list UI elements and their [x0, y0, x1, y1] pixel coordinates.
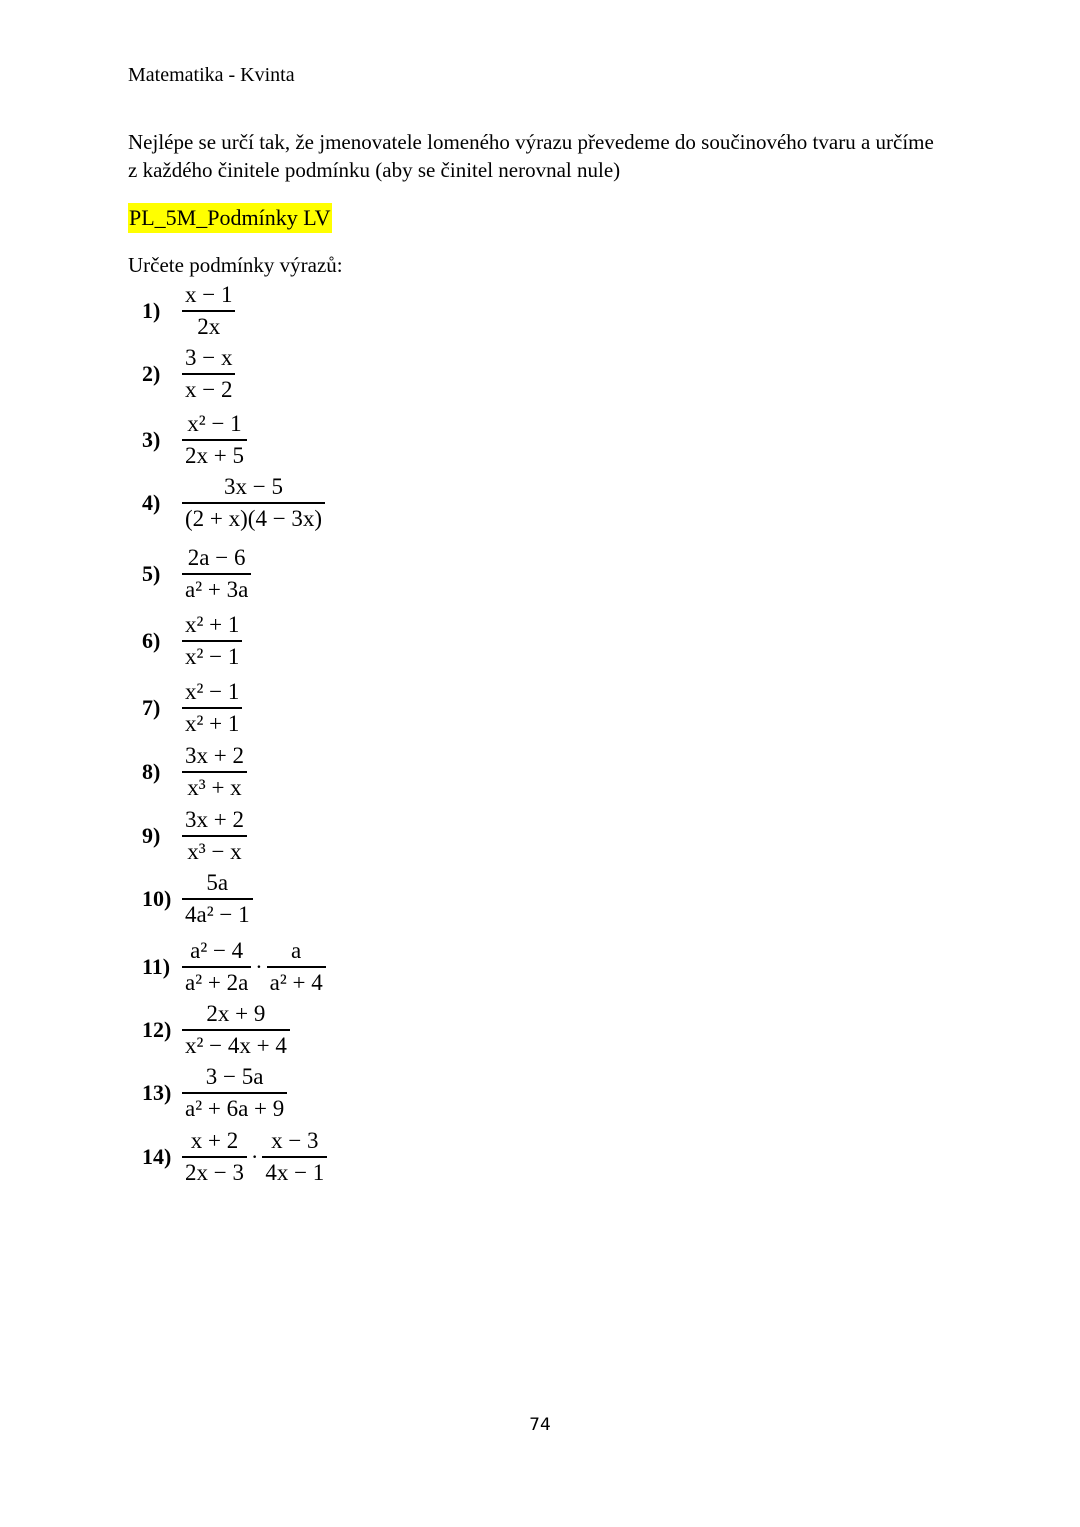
denominator: 4x − 1 [265, 1159, 325, 1185]
denominator: x − 2 [185, 376, 233, 402]
page-header: Matematika - Kvinta [128, 64, 295, 86]
multiplication-dot: · [250, 1143, 259, 1169]
numerator: 3x + 2 [185, 807, 244, 832]
exercise-5 [142, 543, 251, 605]
exercise-10 [142, 868, 253, 930]
denominator: x² − 1 [185, 643, 240, 669]
numerator: 2a − 6 [187, 545, 246, 570]
numerator: x² − 1 [187, 411, 242, 436]
exercise-9 [142, 805, 247, 867]
denominator: 4a² − 1 [185, 901, 250, 927]
fraction [182, 343, 235, 405]
fraction [182, 805, 247, 867]
numerator: 2x + 9 [206, 1001, 266, 1026]
fraction [182, 999, 290, 1061]
exercise-number: 10) [142, 885, 172, 911]
highlighted-worksheet-code: PL_5M_Podmínky LV [128, 203, 332, 233]
fraction [182, 868, 253, 930]
denominator: x³ − x [187, 838, 242, 864]
denominator: (2 + x)(4 − 3x) [185, 505, 323, 531]
page-number: 74 [529, 1415, 551, 1435]
exercise-14 [142, 1126, 327, 1188]
denominator: a² + 6a + 9 [185, 1095, 285, 1121]
denominator: x² − 4x + 4 [185, 1032, 287, 1058]
exercise-7 [142, 677, 242, 739]
fraction [182, 1062, 287, 1124]
fraction [182, 280, 235, 342]
exercise-number: 14) [142, 1143, 172, 1169]
denominator: a² + 3a [185, 576, 249, 602]
fraction [182, 610, 242, 672]
numerator: x² + 1 [185, 612, 240, 637]
multiplication-dot: · [255, 953, 263, 979]
numerator: x + 2 [190, 1128, 239, 1153]
exercise-number: 11) [142, 953, 171, 979]
numerator: x² − 1 [185, 679, 240, 704]
exercise-number: 13) [142, 1079, 172, 1105]
fraction [182, 741, 247, 803]
numerator: x − 3 [271, 1128, 319, 1153]
exercise-number: 12) [142, 1016, 172, 1042]
exercise-number: 3) [142, 426, 161, 452]
denominator: 2x + 5 [185, 442, 244, 468]
fraction [182, 409, 247, 471]
numerator: 5a [206, 870, 229, 895]
exercise-1 [142, 280, 235, 342]
exercise-number: 7) [142, 694, 161, 720]
exercise-11 [142, 936, 326, 998]
exercise-number: 1) [142, 297, 161, 323]
fraction [182, 677, 242, 739]
numerator: 3x − 5 [224, 474, 284, 499]
denominator: 2x − 3 [185, 1159, 244, 1185]
numerator: 3x + 2 [185, 743, 244, 768]
numerator: a² − 4 [190, 938, 244, 963]
numerator: a [291, 938, 302, 963]
exercise-8 [142, 741, 247, 803]
denominator: x³ + x [187, 774, 242, 800]
exercise-12 [142, 999, 290, 1061]
fraction [182, 472, 325, 534]
task-instruction: Určete podmínky výrazů: [128, 253, 343, 277]
fraction [182, 1126, 247, 1188]
numerator: 3 − x [185, 345, 233, 370]
exercise-3 [142, 409, 247, 471]
exercise-number: 4) [142, 489, 161, 515]
numerator: 3 − 5a [205, 1064, 264, 1089]
fraction [182, 936, 251, 998]
fraction [262, 1126, 327, 1188]
exercise-number: 5) [142, 560, 161, 586]
exercise-number: 8) [142, 758, 161, 784]
exercise-4 [142, 472, 325, 534]
fraction [267, 936, 326, 998]
exercise-13 [142, 1062, 287, 1124]
denominator: x² + 1 [185, 710, 240, 736]
numerator: x − 1 [185, 282, 233, 307]
exercise-6 [142, 610, 242, 672]
exercise-number: 6) [142, 627, 161, 653]
denominator: a² + 4 [269, 969, 323, 995]
intro-paragraph: Nejlépe se určí tak, že jmenovatele lomeného výrazu převedeme do součinového tvaru a určíme z každého činitele podmínku (aby se činitel nerovnal nule) [128, 130, 934, 182]
exercise-number: 2) [142, 360, 161, 386]
exercise-number: 9) [142, 822, 161, 848]
denominator: a² + 2a [185, 969, 249, 995]
exercise-2 [142, 343, 235, 405]
denominator: 2x [197, 313, 221, 339]
fraction [182, 543, 251, 605]
